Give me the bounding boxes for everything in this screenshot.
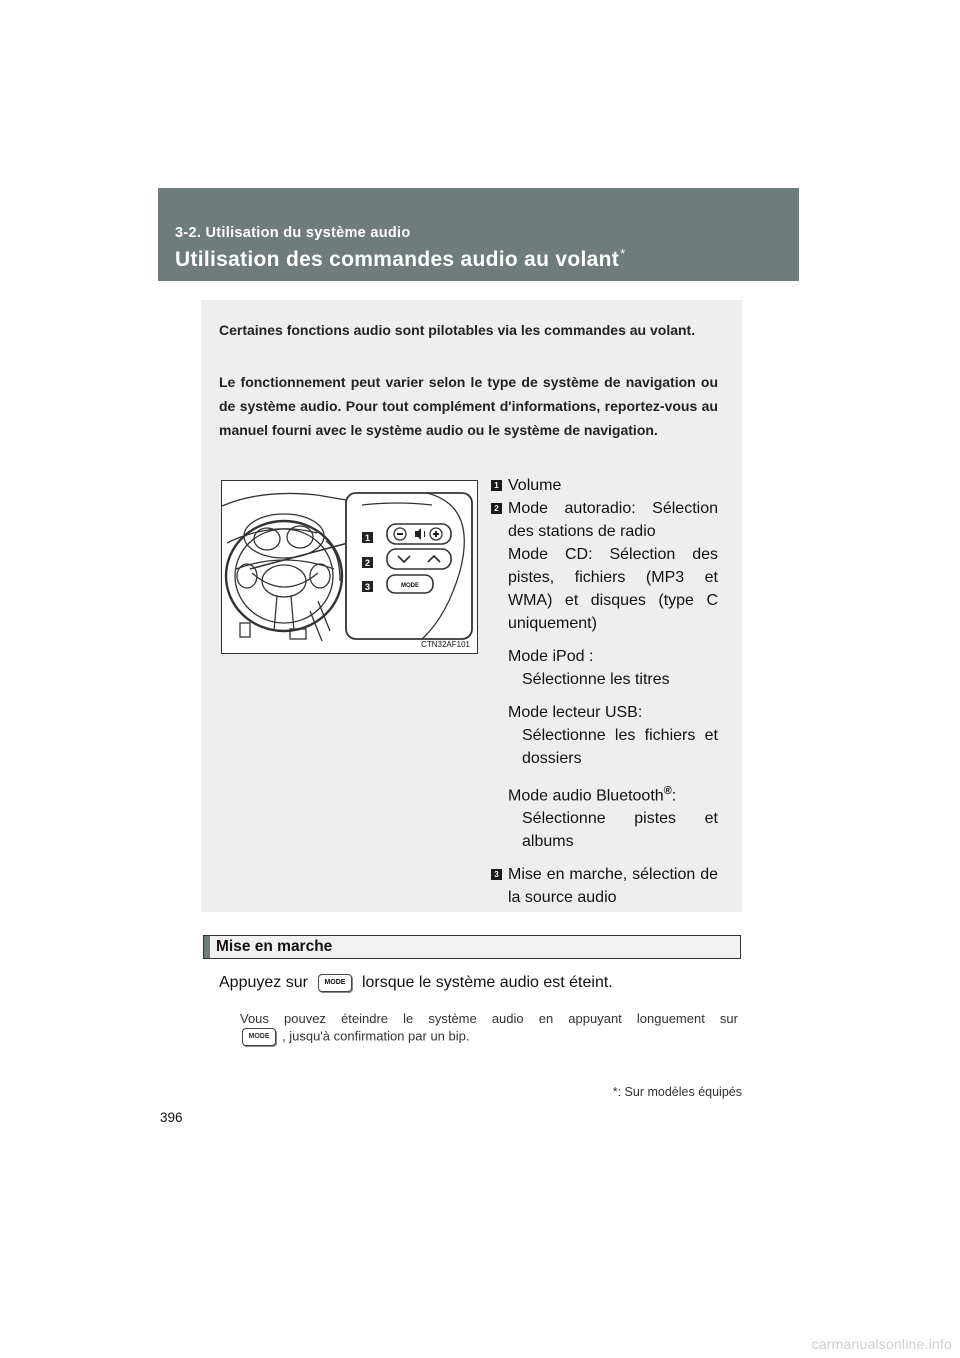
mode-ipod-label: Mode iPod :	[508, 648, 594, 665]
bluetooth-colon: :	[671, 787, 677, 805]
registered-mark: ®	[663, 785, 672, 797]
control-list	[491, 474, 718, 909]
mode-usb-desc: Sélectionne les fichiers et dossiers	[522, 727, 718, 767]
footnote	[613, 1085, 742, 1099]
intro-paragraph-1: Certaines fonctions audio sont pilotables via les commandes au volant.	[219, 322, 696, 338]
list-item-power-source	[491, 863, 718, 909]
figure-code: CTN32AF101	[421, 640, 470, 649]
instruction-text-before: Appuyez sur	[219, 974, 308, 992]
bluetooth-label-text: Mode audio Bluetooth	[508, 787, 664, 805]
footnote-mark: *	[612, 1085, 618, 1099]
note-line-2	[240, 1028, 469, 1046]
section-label: 3-2. Utilisation du système audio	[175, 225, 411, 241]
section-heading: Mise en marche	[216, 938, 333, 955]
section-heading-bar	[203, 935, 741, 959]
intro-paragraph-2: Le fonctionnement peut varier selon le type de système de navigation ou de système audio. Pour tout complément d'informations, reportez-vous au manuel fourni avec le système audio ou le système de navigation.	[219, 374, 718, 438]
number-badge: 1	[491, 480, 502, 491]
list-item-track-selection	[491, 497, 718, 853]
overview-panel	[201, 300, 742, 912]
mode-bluetooth-label	[508, 780, 718, 807]
note-line-1: Vous pouvez éteindre le système audio en appuyant longuement sur	[240, 1011, 738, 1026]
heading-accent	[204, 936, 210, 958]
page-title-text: Utilisation des commandes audio au volant	[175, 248, 620, 271]
mode-button-icon-small: MODE	[242, 1028, 276, 1046]
item-label: Mode autoradio: Sélection des stations de radio	[508, 500, 718, 540]
equipment-mark: *	[620, 246, 626, 261]
mode-ipod-desc: Sélectionne les titres	[522, 671, 670, 688]
mode-bluetooth-desc: Sélectionne pistes et albums	[522, 810, 718, 851]
list-item-volume	[491, 474, 718, 497]
mode-cd-text: Mode CD: Sélection des pistes, fichiers (MP3 et WMA) et disques (type C uniquement)	[508, 546, 718, 632]
instruction-paragraph	[219, 974, 613, 992]
page-title	[175, 248, 625, 272]
mode-usb-label: Mode lecteur USB:	[508, 704, 643, 721]
callout-2: 2	[364, 558, 371, 568]
watermark: carmanualsonline.info	[811, 1336, 952, 1352]
steering-wheel-illustration	[221, 480, 478, 654]
number-badge: 3	[491, 869, 502, 880]
steering-wheel-drawing	[222, 481, 477, 653]
item-label: Volume	[508, 477, 562, 494]
mode-button-label: MODE	[401, 583, 419, 589]
item-label: Mise en marche, sélection de la source audio	[508, 866, 718, 907]
instruction-text-after: lorsque le système audio est éteint.	[361, 974, 613, 992]
callout-1: 1	[364, 533, 371, 543]
chapter-header	[158, 188, 799, 281]
mode-button-icon: MODE	[318, 974, 352, 992]
footnote-text: : Sur modèles équipés	[617, 1085, 742, 1099]
page-number: 396	[160, 1110, 183, 1125]
callout-3: 3	[364, 582, 371, 592]
note-line-2-text: , jusqu'à confirmation par un bip.	[282, 1028, 470, 1044]
number-badge: 2	[491, 503, 502, 514]
